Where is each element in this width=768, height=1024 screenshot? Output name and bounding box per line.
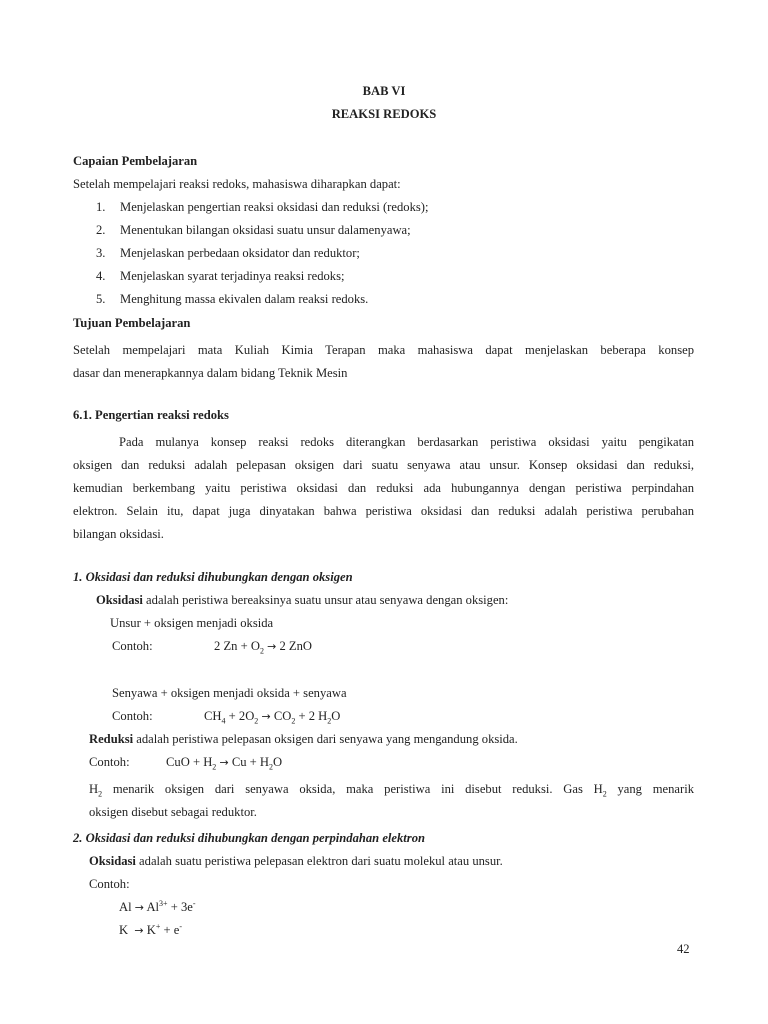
definition-oksidasi: [89, 854, 503, 869]
subsection-heading: 2. Oksidasi dan reduksi dihubungkan dengan perpindahan elektron: [73, 831, 426, 845]
reaction-equation: CuO + $H_2 \to Cu + H_2O$: [166, 755, 283, 772]
page-number: 42: [677, 942, 690, 956]
list-number: 2.: [96, 223, 106, 237]
definition-text: adalah peristiwa pelepasan oksigen dari senyawa yang mengandung oksida.: [133, 732, 518, 746]
list-number: 4.: [96, 269, 106, 283]
tujuan-paragraph: [73, 339, 694, 385]
example-label: Contoh:: [112, 639, 153, 653]
arrow-icon: →: [219, 756, 229, 769]
definition-text: adalah suatu peristiwa pelepasan elektron dari suatu molekul atau unsur.: [135, 854, 503, 868]
definition-oksidasi: [96, 593, 508, 608]
list-item: [96, 269, 345, 284]
list-number: 5.: [96, 292, 106, 306]
paragraph-line: $H_2$ menarik oksigen dari senyawa oksida, maka peristiwa ini disebut reduksi. Gas $H_2$ yang menarik: [89, 782, 694, 799]
reaction-equation: $Al \to Al^{3+} + 3e^-$: [119, 898, 196, 914]
reaction-equation: $CH_4 + 2O_2 \to CO_2 + 2$ $H_2O$: [204, 709, 341, 726]
paragraph-line: Pada mulanya konsep reaksi redoks diterangkan berdasarkan peristiwa oksidasi yaitu pengikatan: [119, 435, 694, 449]
subsection-heading: 1. Oksidasi dan reduksi dihubungkan dengan oksigen: [73, 570, 353, 584]
definition-reduksi: [89, 732, 518, 747]
capaian-heading: Capaian Pembelajaran: [73, 154, 198, 168]
list-text: Menjelaskan pengertian reaksi oksidasi dan reduksi (redoks);: [120, 200, 429, 214]
section-heading: 6.1. Pengertian reaksi redoks: [73, 408, 229, 422]
rule-text: Senyawa + oksigen menjadi oksida + senyawa: [112, 686, 347, 700]
term: Oksidasi: [89, 854, 136, 868]
example-label: Contoh:: [89, 877, 130, 891]
section-paragraph: [73, 431, 694, 546]
list-text: Menghitung massa ekivalen dalam reaksi redoks.: [120, 292, 369, 306]
example-label: Contoh:: [89, 755, 130, 769]
reaction-equation: K → K+ + e-: [119, 921, 183, 937]
list-item: [96, 200, 428, 215]
term: Reduksi: [89, 732, 134, 746]
chapter-title: REAKSI REDOKS: [331, 107, 437, 121]
reduktor-paragraph: [89, 778, 694, 824]
paragraph-line: dasar dan menerapkannya dalam bidang Teknik Mesin: [73, 366, 348, 380]
arrow-icon: →: [134, 924, 144, 937]
term: Oksidasi: [96, 593, 143, 607]
arrow-icon: →: [267, 640, 277, 653]
list-text: Menjelaskan syarat terjadinya reaksi redoks;: [120, 269, 345, 283]
tujuan-heading: Tujuan Pembelajaran: [73, 316, 191, 330]
paragraph-line: bilangan oksidasi.: [73, 527, 164, 541]
paragraph-line: elektron. Selain itu, dapat juga dinyatakan bahwa peristiwa oksidasi dan reduksi adalah peristiwa perubahan: [73, 504, 694, 518]
list-item: [96, 246, 360, 261]
rule-text: Unsur + oksigen menjadi oksida: [110, 616, 274, 630]
reaction-equation: 2 $Zn + O_2 \to 2$ ZnO: [214, 639, 312, 656]
arrow-icon: →: [134, 901, 144, 914]
list-text: Menentukan bilangan oksidasi suatu unsur dalamenyawa;: [120, 223, 411, 237]
chapter-number: BAB VI: [362, 84, 406, 98]
list-text: Menjelaskan perbedaan oksidator dan reduktor;: [120, 246, 360, 260]
paragraph-line: kemudian berkembang yaitu peristiwa oksidasi dan reduksi ada hubungannya dengan peristiwa perpindahan: [73, 481, 694, 495]
capaian-intro: Setelah mempelajari reaksi redoks, mahasiswa diharapkan dapat:: [73, 177, 401, 191]
list-number: 1.: [96, 200, 106, 214]
arrow-icon: →: [261, 710, 271, 723]
paragraph-line: Setelah mempelajari mata Kuliah Kimia Terapan maka mahasiswa dapat menjelaskan beberapa konsep: [73, 343, 694, 357]
example-label: Contoh:: [112, 709, 153, 723]
list-number: 3.: [96, 246, 106, 260]
definition-text: adalah peristiwa bereaksinya suatu unsur atau senyawa dengan oksigen:: [142, 593, 509, 607]
list-item: [96, 292, 368, 307]
paragraph-line: oksigen dan reduksi adalah pelepasan oksigen dari suatu senyawa atau unsur. Konsep oksidasi dan reduksi,: [73, 458, 694, 472]
paragraph-line: oksigen disebut sebagai reduktor.: [89, 805, 257, 819]
list-item: [96, 223, 411, 238]
